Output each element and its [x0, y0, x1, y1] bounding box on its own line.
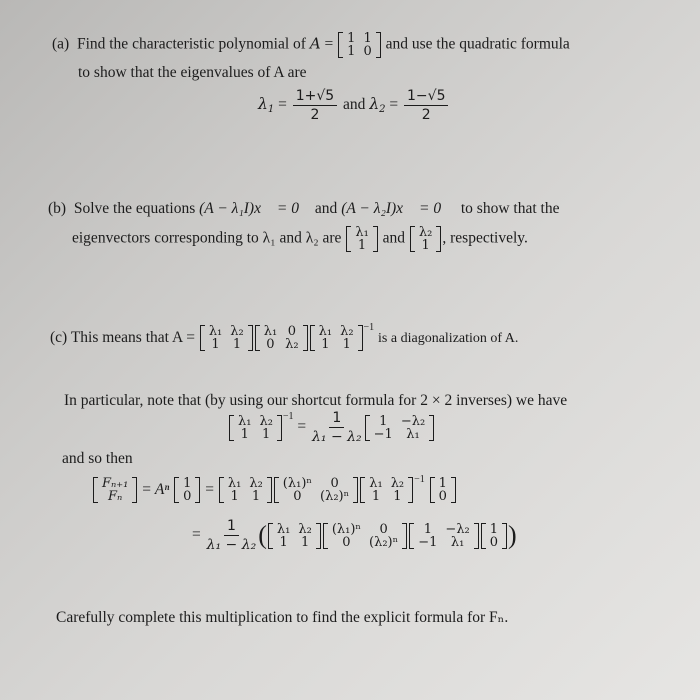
- part-a-line1: (a) Find the characteristic polynomial of A = 1 1 1 0 and use the quadratic formula: [52, 31, 570, 59]
- cell: Fₙ₊₁: [102, 476, 129, 492]
- e1-vector: [481, 523, 507, 549]
- cell: 1: [379, 413, 388, 429]
- and-so-then: and so then: [62, 450, 133, 467]
- part-a-tail: and use the quadratic formula: [385, 35, 570, 53]
- cell: 1: [183, 476, 192, 492]
- cell: 1: [279, 534, 288, 550]
- cell: 0: [266, 337, 275, 353]
- lambda1-symbol: $\lambda_1$: [258, 95, 275, 116]
- cell: 1: [421, 238, 430, 253]
- fibonacci-equation-line1: Fₙ₊₁ Fₙ = Aⁿ 1 0 = λ₁ λ₂ 1 1 (λ₁)ⁿ 0 0 (λ₂)ⁿ λ₁ λ₂ 1 1 $^{-1}$ 1 0: [92, 474, 457, 503]
- inverse-exponent: −1: [282, 411, 294, 423]
- matrix-p: [268, 523, 321, 549]
- matrix-d: [255, 325, 308, 351]
- part-c-tail: is a diagonalization of A.: [378, 331, 519, 346]
- matrix-p-inverse: [360, 477, 413, 503]
- eigenvector-1: [346, 226, 377, 252]
- cell: λ₁: [406, 426, 420, 442]
- cell: 1: [393, 489, 402, 505]
- cell: 1: [262, 426, 271, 442]
- cell: λ₁: [276, 521, 291, 537]
- equation-1: (A − λ₁I)x⃗ = 0⃗: [199, 200, 312, 217]
- adjugate-matrix: [409, 523, 479, 549]
- part-c-line2: In particular, note that (by using our shortcut formula for 2 × 2 inverses) we have: [64, 392, 568, 409]
- e1-vector: [174, 477, 200, 503]
- cell: 1: [357, 238, 367, 253]
- matrix-d-power-n: [274, 477, 358, 503]
- cell: λ₂: [390, 476, 405, 492]
- part-b-line2-text: eigenvectors corresponding to λ₁ and λ₂ are: [72, 229, 342, 247]
- cell: 0: [438, 489, 447, 505]
- cell: 0: [287, 324, 297, 340]
- adjugate-matrix: [365, 415, 435, 441]
- cell: 1: [489, 521, 499, 537]
- and-text: and: [343, 96, 366, 114]
- cell: 1: [347, 31, 356, 46]
- closing-instruction: Carefully complete this multiplication to find the explicit formula for Fₙ.: [56, 609, 509, 626]
- cell: 1: [347, 44, 356, 59]
- cell: −λ₂: [445, 521, 470, 537]
- cell: 1: [232, 337, 242, 353]
- matrix-p: [219, 477, 272, 503]
- cell: −1: [373, 426, 393, 442]
- fib-vector: [93, 477, 137, 503]
- eigenvector-2: [410, 226, 441, 252]
- part-b-text: Solve the equations: [73, 200, 196, 217]
- cell: 1: [363, 31, 372, 46]
- cell: λ₁: [208, 324, 223, 340]
- part-a-text: Find the characteristic polynomial of: [76, 35, 306, 53]
- part-c-label: (c): [50, 329, 68, 346]
- cell: 1: [342, 337, 351, 353]
- inverse-exponent: −1: [414, 474, 425, 485]
- cell: 1: [251, 489, 261, 505]
- cell: −1: [418, 534, 438, 550]
- inverse-fraction: $\frac{1}{\text{λ₁ − λ₂}}$: [312, 410, 362, 445]
- cell: λ₂: [418, 225, 433, 240]
- cell: 1: [240, 426, 249, 442]
- equation-2: (A − λ₂I)x⃗ = 0⃗: [341, 200, 454, 217]
- cell: 1: [230, 489, 239, 505]
- cell: λ₂: [230, 324, 244, 340]
- cell: 1: [321, 337, 330, 353]
- cell: 0: [183, 489, 192, 505]
- matrix-d-power-n: [323, 523, 407, 549]
- cell: 0: [489, 534, 499, 550]
- cell: (λ₁)ⁿ: [331, 521, 362, 537]
- cell: λ₂: [259, 413, 273, 429]
- a-power-n: Aⁿ: [154, 481, 170, 498]
- part-b-line1: [48, 200, 559, 218]
- part-b-tail: to show that the: [460, 200, 560, 217]
- cell: λ₁: [318, 324, 333, 340]
- cell: λ₂: [285, 337, 299, 353]
- cell: 0: [379, 521, 388, 537]
- part-b-line2: eigenvectors corresponding to λ₁ and λ₂ are λ₁ 1 and λ₂ 1 , respectively.: [72, 225, 528, 253]
- matrix-a: [338, 32, 381, 58]
- part-a-line2: to show that the eigenvalues of A are: [78, 64, 307, 81]
- cell: λ₁: [450, 534, 465, 550]
- and-text: and: [314, 200, 338, 217]
- matrix-p: [229, 415, 282, 441]
- part-c-text: This means that A =: [70, 329, 195, 346]
- cell: −λ₂: [400, 413, 426, 429]
- cell: 0: [293, 489, 302, 505]
- matrix-a-symbol: A: [309, 34, 321, 53]
- cell: 1: [423, 521, 432, 537]
- lambda1-fraction: $\frac{1+√5}{2}$: [293, 88, 337, 123]
- cell: 1: [371, 489, 381, 505]
- e1-vector: [430, 477, 456, 503]
- eigenvalue-formulas: $\lambda_1$ = $\frac{1+√5}{2}$ and $\lambda_2$ = $\frac{1-√5}{2}$: [258, 88, 450, 123]
- cell: λ₁: [355, 225, 369, 240]
- cell: (λ₁)ⁿ: [282, 476, 313, 492]
- cell: λ₁: [263, 324, 278, 340]
- cell: Fₙ: [108, 489, 123, 505]
- cell: λ₂: [249, 476, 263, 492]
- cell: λ₁: [227, 476, 242, 492]
- cell: 0: [342, 534, 351, 550]
- matrix-p-inverse: [310, 325, 363, 351]
- matrix-p: [200, 325, 253, 351]
- inverse-exponent: −1: [363, 322, 375, 333]
- lambda2-symbol: $\lambda_2$: [369, 95, 386, 116]
- cell: 0: [330, 476, 339, 492]
- part-b-label: (b): [48, 200, 67, 217]
- inverse-formula: λ₁ λ₂ 1 1 $^{-1}$ = $\frac{1}{\text{λ₁ − λ₂}}$ 1 −λ₂ −1 λ₁: [228, 410, 435, 445]
- fibonacci-equation-line2: = $\frac{1}{\text{λ₁ − λ₂}}$ ( λ₁ λ₂ 1 1 (λ₁)ⁿ 0 0 (λ₂)ⁿ 1 −λ₂ −1 λ₁ 1 0 ): [192, 518, 517, 553]
- inverse-fraction: $\frac{1}{\text{λ₁ − λ₂}}$: [206, 518, 257, 553]
- cell: 0: [363, 44, 372, 59]
- part-b-tail2: , respectively.: [442, 229, 528, 247]
- cell: λ₁: [369, 476, 383, 492]
- cell: (λ₂)ⁿ: [320, 489, 350, 505]
- cell: 1: [438, 476, 447, 492]
- part-c-line1: [50, 322, 518, 351]
- cell: 1: [211, 337, 220, 353]
- cell: λ₂: [340, 324, 354, 340]
- part-a-label: (a): [52, 35, 70, 53]
- cell: (λ₂)ⁿ: [369, 534, 399, 550]
- cell: λ₂: [298, 521, 312, 537]
- cell: 1: [300, 534, 310, 550]
- cell: λ₁: [238, 413, 252, 429]
- lambda2-fraction: $\frac{1-√5}{2}$: [404, 88, 448, 123]
